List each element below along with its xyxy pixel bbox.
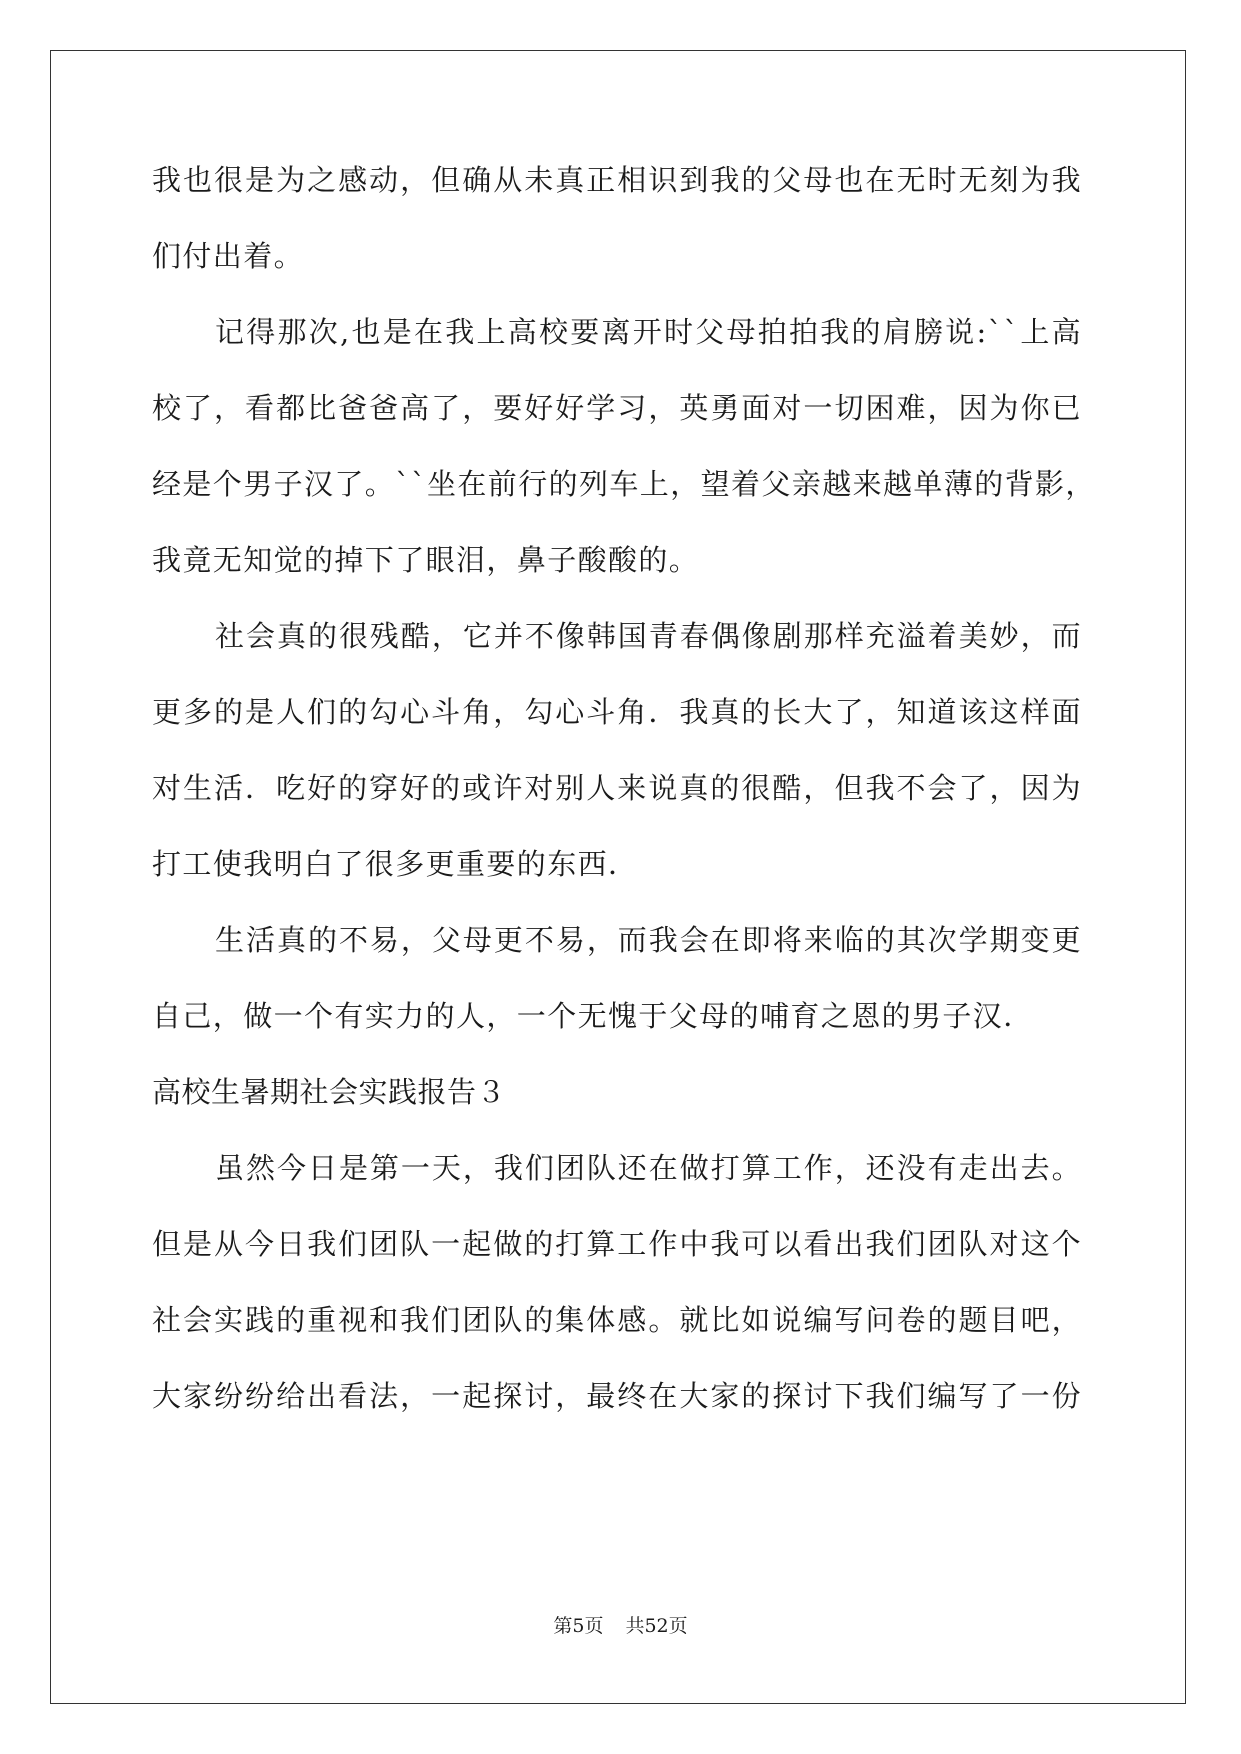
page-number: 第5页 <box>553 1615 604 1637</box>
paragraph-line: 社会实践的重视和我们团队的集体感。就比如说编写问卷的题目吧， <box>152 1303 1082 1337</box>
paragraph-line: 们付出着。 <box>152 239 305 273</box>
paragraph-line: 但是从今日我们团队一起做的打算工作中我可以看出我们团队对这个 <box>152 1227 1082 1261</box>
paragraph-line: 自己，做一个有实力的人，一个无愧于父母的哺育之恩的男子汉． <box>152 999 1034 1033</box>
paragraph-line: 校了，看都比爸爸高了，要好好学习，英勇面对一切困难，因为你已 <box>152 391 1082 425</box>
paragraph-line: 对生活．吃好的穿好的或许对别人来说真的很酷，但我不会了，因为 <box>152 771 1082 805</box>
paragraph-line: 虽然今日是第一天，我们团队还在做打算工作，还没有走出去。 <box>215 1151 1082 1185</box>
paragraph-line: 记得那次,也是在我上高校要离开时父母拍拍我的肩膀说:``上高 <box>215 315 1082 349</box>
section-heading: 高校生暑期社会实践报告３ <box>152 1075 507 1109</box>
paragraph-line: 社会真的很残酷，它并不像韩国青春偶像剧那样充溢着美妙，而 <box>215 619 1082 653</box>
paragraph-line: 我也很是为之感动，但确从未真正相识到我的父母也在无时无刻为我 <box>152 163 1082 197</box>
paragraph-line: 经是个男子汉了。``坐在前行的列车上，望着父亲越来越单薄的背影， <box>152 467 1096 501</box>
page-footer <box>0 1615 1241 1637</box>
paragraph-line: 大家纷纷给出看法，一起探讨，最终在大家的探讨下我们编写了一份 <box>152 1379 1082 1413</box>
paragraph-line: 生活真的不易，父母更不易，而我会在即将来临的其次学期变更 <box>215 923 1082 957</box>
paragraph-line: 打工使我明白了很多更重要的东西． <box>152 847 639 881</box>
paragraph-line: 我竟无知觉的掉下了眼泪，鼻子酸酸的。 <box>152 543 700 577</box>
document-body <box>152 162 1096 1454</box>
page-total: 共52页 <box>625 1615 688 1637</box>
paragraph-line: 更多的是人们的勾心斗角，勾心斗角．我真的长大了，知道该这样面 <box>152 695 1082 729</box>
